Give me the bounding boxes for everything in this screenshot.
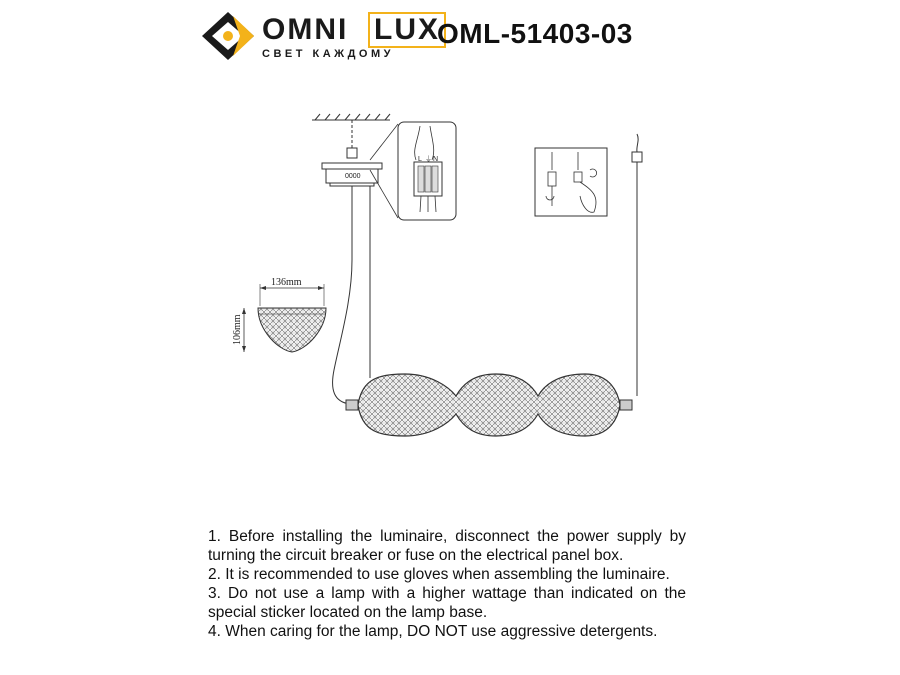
cable-adjust-callout [535, 148, 607, 216]
terminal-label-l: L [418, 156, 422, 163]
shade-width-label: 136mm [271, 277, 302, 288]
luminaire-body [346, 374, 632, 436]
junction-box-icon [347, 148, 357, 158]
note-4: 4. When caring for the lamp, DO NOT use aggressive detergents. [208, 623, 658, 640]
note-3: 3. Do not use a lamp with a higher wattage than indicated on the special sticker located on the lamp base. [208, 585, 686, 621]
safety-notes [208, 527, 686, 641]
crystal-shades-icon [358, 374, 620, 436]
note-2: 2. It is recommended to use gloves when assembling the luminaire. [208, 566, 670, 583]
shade-dimension-drawing [232, 277, 326, 352]
terminal-label-ground: ⏚ [425, 156, 432, 163]
canopy-label: 0000 [345, 173, 361, 180]
cable-fixing-icon [632, 152, 642, 162]
brand-name-omni: OMNI [262, 13, 349, 46]
shade-glass-icon [258, 308, 326, 352]
brand-tagline: СВЕТ КАЖДОМУ [262, 48, 394, 60]
model-number: OML-51403-03 [437, 18, 633, 49]
ceiling-hatch [312, 114, 390, 120]
note-1: 1. Before installing the luminaire, disconnect the power supply by turning the circuit breaker or fuse on the electrical panel box. [208, 528, 686, 564]
shade-height-label: 106mm [232, 314, 243, 345]
terminal-label-n: N [433, 156, 439, 163]
brand-name-lux: LUX [368, 12, 446, 48]
